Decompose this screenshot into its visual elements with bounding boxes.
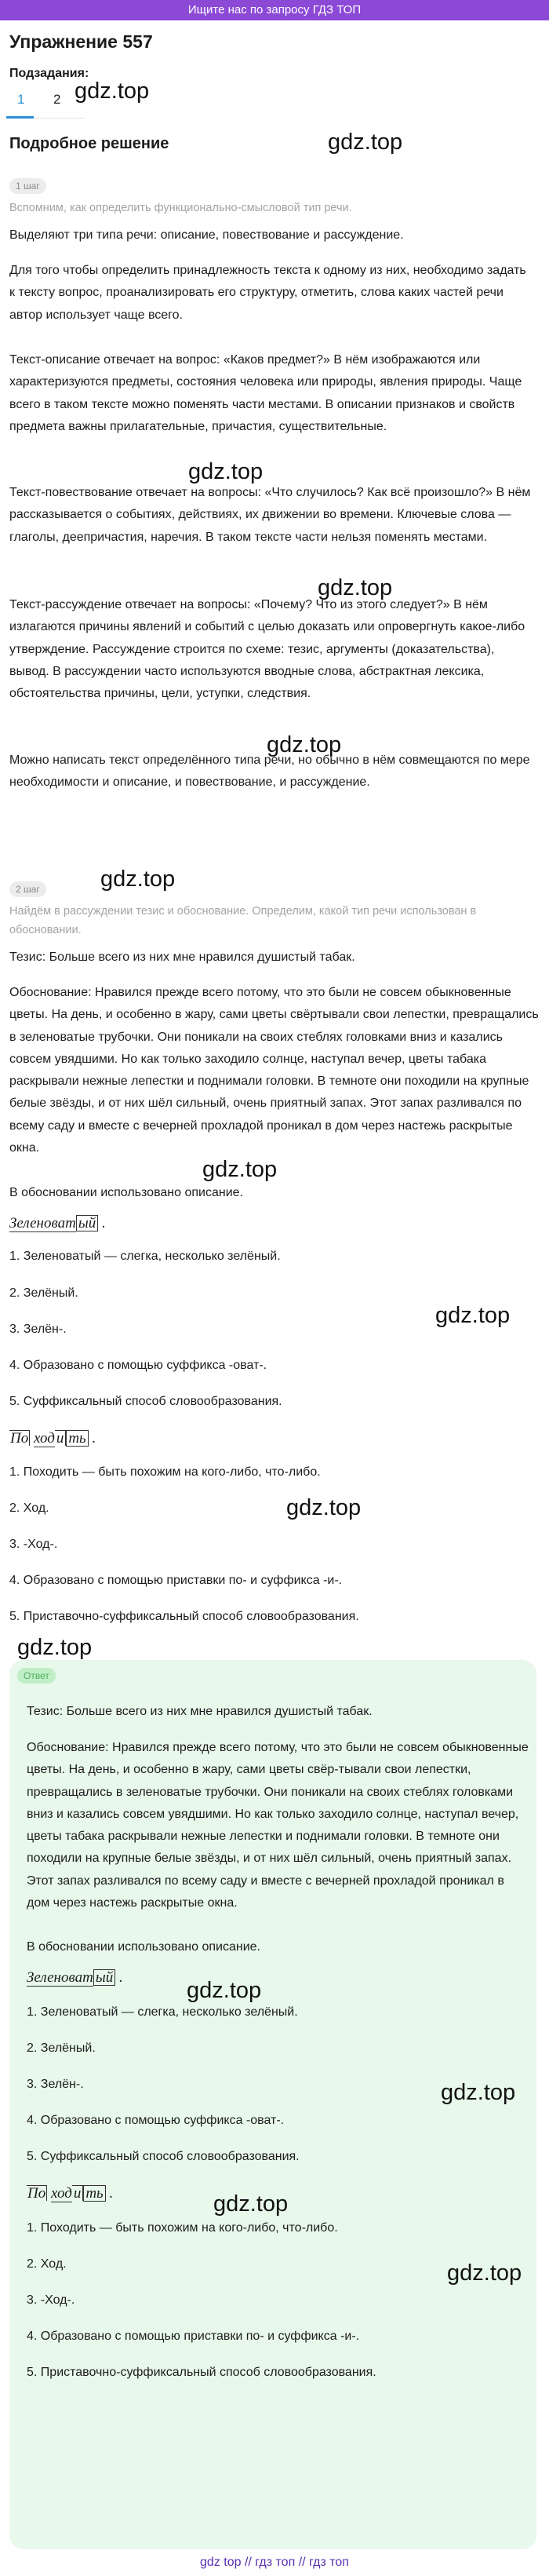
answer-word-parse-pokhodit xyxy=(27,2185,113,2202)
answer-analysis-line: 1. Зеленоватый — слегка, несколько зелёный. xyxy=(27,2005,298,2019)
word-ending: ый xyxy=(93,1969,115,1986)
answer-analysis-line: 1. Походить — быть похожим на кого-либо, что-либо. xyxy=(27,2221,338,2235)
word-root: ход xyxy=(33,1430,55,1447)
word-stem: Зеленоват xyxy=(27,1969,93,1986)
watermark: gdz.top xyxy=(447,2260,522,2286)
analysis-line: 3. Зелён-. xyxy=(9,1323,67,1336)
analysis-line: 3. -Ход-. xyxy=(9,1538,58,1551)
step-1-paragraph: Текст-рассуждение отвечает на вопросы: «Почему? Что из этого следует?» В нём излагаются причины явлений и событий с целью доказать или опровергнуть какое-либо утверждение. Рассуждение строится по схеме: тезис, аргументы (доказательства), вывод. В рассуждении часто используются вводные слова, абстрактная лексика, обстоятельства причины, цели, уступки, следствия. xyxy=(9,598,525,701)
tab-subtask-1[interactable]: 1 xyxy=(17,92,25,107)
analysis-line: 4. Образовано с помощью суффикса -оват-. xyxy=(9,1359,267,1372)
answer-thesis: Тезис: Больше всего из них мне нравился душистый табак. xyxy=(27,1705,373,1718)
footer-links[interactable]: gdz top // гдз топ // гдз топ xyxy=(200,2556,349,2569)
word-tail: . xyxy=(118,1969,123,1986)
thesis-text: Тезис: Больше всего из них мне нравился душистый табак. xyxy=(9,950,355,964)
word-stem: Зеленоват xyxy=(9,1215,76,1231)
answer-word-parse-zelenovatyy xyxy=(27,1969,123,1987)
answer-analysis-line: 2. Зелёный. xyxy=(27,2041,96,2055)
step-2-badge: 2 шаг xyxy=(9,881,46,897)
word-suffix: и xyxy=(72,2185,84,2201)
word-ending: ть xyxy=(66,1430,88,1447)
step-1-paragraph: Можно написать текст определённого типа речи, но обычно в нём совмещаются по мере необходимости и описание, и повествование, и рассуждение. xyxy=(9,753,530,790)
answer-conclusion: В обосновании использовано описание. xyxy=(27,1940,260,1954)
step-2-hint: Найдём в рассуждении тезис и обоснование. Определим, какой тип речи использован в обосновании. xyxy=(9,905,477,936)
watermark: gdz.top xyxy=(435,1303,511,1328)
top-banner[interactable]: Ищите нас по запросу ГДЗ ТОП xyxy=(0,0,549,20)
analysis-line: 1. Походить — быть похожим на кого-либо, что-либо. xyxy=(9,1465,321,1479)
word-tail: . xyxy=(101,1215,106,1231)
step-1-paragraph: Текст-повествование отвечает на вопросы: «Что случилось? Как всё произошло?» В нём рассказывается о событиях, действиях, их движении во времени. Ключевые слова — глаголы, деепричастия, наречия. В таком тексте части нельзя поменять местами. xyxy=(9,486,531,544)
analysis-line: 4. Образовано с помощью приставки по- и суффикса -и-. xyxy=(9,1574,343,1587)
answer-analysis-line: 3. -Ход-. xyxy=(27,2293,75,2307)
watermark: gdz.top xyxy=(187,1978,262,2003)
word-prefix: По xyxy=(27,2185,46,2202)
answer-analysis-line: 2. Ход. xyxy=(27,2257,67,2271)
active-tab-indicator xyxy=(6,116,34,119)
analysis-line: 1. Зеленоватый — слегка, несколько зелёный. xyxy=(9,1250,281,1263)
word-ending: ть xyxy=(83,2185,105,2202)
step-1-paragraph: Текст-описание отвечает на вопрос: «Каков предмет?» В нём изображаются или характеризуются предметы, состояния человека или природы, явления природы. Чаще всего в таком тексте можно поменять части местами. В описании признаков и свойств предмета важны прилагательные, причастия, существительные. xyxy=(9,353,522,433)
solution-heading: Подробное решение xyxy=(9,135,169,152)
answer-analysis-line: 5. Приставочно-суффиксальный способ словообразования. xyxy=(27,2366,376,2379)
word-ending: ый xyxy=(76,1215,98,1231)
watermark: gdz.top xyxy=(318,575,393,600)
answer-justification: Обоснование: Нравился прежде всего потому, что это были не совсем обыкновенные цветы. На день, и особенно в жару, сами цветы свёр-тывали свои лепестки, превращались в зеленоватые трубочки. Они поникали на своих стеблях головками вниз и казались совсем увядшими. Но как только заходило солнце, наступал вечер, цветы табака раскрывали нежные лепестки и поднимали головки. В темноте они походили на крупные белые звёзды, и от них шёл сильный, очень приятный запах. Этот запах разливался по всему саду и вместе с вечерней прохладой проникал в дом через настежь раскрытые окна. xyxy=(27,1741,529,1910)
step-1-badge: 1 шаг xyxy=(9,178,46,194)
watermark: gdz.top xyxy=(188,459,264,484)
watermark: gdz.top xyxy=(213,2191,289,2217)
word-suffix: и xyxy=(55,1430,67,1446)
word-root: ход xyxy=(50,2185,72,2202)
word-prefix: По xyxy=(10,1430,29,1447)
subtasks-label: Подзадания: xyxy=(9,67,89,80)
watermark: gdz.top xyxy=(17,1635,93,1660)
conclusion-text: В обосновании использовано описание. xyxy=(9,1186,243,1199)
answer-analysis-line: 4. Образовано с помощью приставки по- и суффикса -и-. xyxy=(27,2330,360,2343)
watermark: gdz.top xyxy=(328,130,403,155)
step-1-paragraph: Для того чтобы определить принадлежность текста к одному из них, необходимо задать к тексту вопрос, проанализировать его структуру, отметить, слова каких частей речи автор использует чаще всего. xyxy=(9,264,526,322)
watermark: gdz.top xyxy=(286,1495,362,1520)
analysis-line: 5. Суффиксальный способ словообразования. xyxy=(9,1395,282,1408)
word-parse-zelenovatyy xyxy=(9,1215,106,1232)
watermark: gdz.top xyxy=(75,78,150,104)
answer-analysis-line: 3. Зелён-. xyxy=(27,2078,84,2091)
word-tail: . xyxy=(92,1430,96,1447)
tab-subtask-2[interactable]: 2 xyxy=(53,92,61,107)
watermark: gdz.top xyxy=(202,1157,278,1182)
answer-badge: Ответ xyxy=(17,1668,56,1684)
word-parse-pokhodit xyxy=(9,1430,96,1447)
answer-analysis-line: 4. Образовано с помощью суффикса -оват-. xyxy=(27,2114,285,2127)
analysis-line: 2. Зелёный. xyxy=(9,1286,78,1300)
watermark: gdz.top xyxy=(441,2080,516,2105)
watermark: gdz.top xyxy=(100,867,176,892)
analysis-line: 5. Приставочно-суффиксальный способ словообразования. xyxy=(9,1610,359,1623)
word-tail: . xyxy=(109,2185,114,2202)
step-1-paragraph: Выделяют три типа речи: описание, повествование и рассуждение. xyxy=(9,228,404,242)
analysis-line: 2. Ход. xyxy=(9,1501,49,1515)
watermark: gdz.top xyxy=(267,732,342,757)
answer-analysis-line: 5. Суффиксальный способ словообразования. xyxy=(27,2150,300,2163)
justification-text: Обоснование: Нравился прежде всего потому, что это были не совсем обыкновенные цветы. На день, и особенно в жару, сами цветы свёртывали свои лепестки, превращались в зеленоватые трубочки. Они поникали на своих стеблях головками вниз и казались совсем увядшими. Но как только заходило солнце, наступал вечер, цветы табака раскрывали нежные лепестки и поднимали головки. В темноте они походили на крупные белые звёзды, и от них шёл сильный, очень приятный запах. Этот запах разливался по всему саду и вместе с вечерней прохладой проникал в дом через настежь раскрытые окна. xyxy=(9,986,539,1155)
page-title: Упражнение 557 xyxy=(9,31,153,52)
step-1-hint: Вспомним, как определить функционально-смысловой тип речи. xyxy=(9,202,352,214)
